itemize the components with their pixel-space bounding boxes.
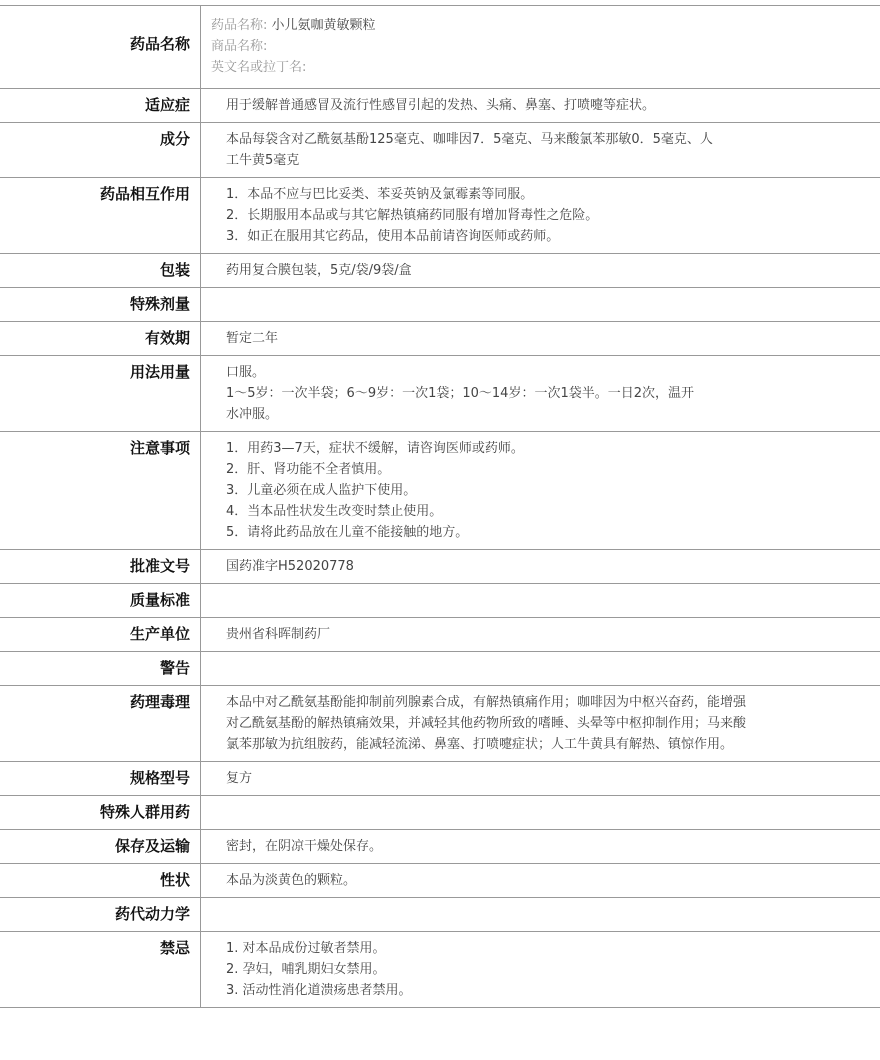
row-value: [201, 796, 880, 830]
row-value: [201, 584, 880, 618]
row-label: 禁忌: [0, 932, 201, 1008]
row-label: 性状: [0, 864, 201, 898]
row-pharmacokinetics: [0, 898, 880, 932]
row-validity: [0, 322, 880, 356]
row-special-population: [0, 796, 880, 830]
row-label: 药品相互作用: [0, 178, 201, 254]
drug-spec-sheet: [0, 5, 880, 1008]
row-label: 包装: [0, 254, 201, 288]
english-name-label: 英文名或拉丁名:: [211, 60, 307, 75]
row-precautions: [0, 432, 880, 550]
text-line: 5．请将此药品放在儿童不能接触的地方。: [226, 525, 469, 540]
row-value: [201, 932, 880, 1008]
row-value: [201, 652, 880, 686]
row-manufacturer: [0, 618, 880, 652]
row-label: 警告: [0, 652, 201, 686]
row-packaging: [0, 254, 880, 288]
row-value: [201, 686, 880, 762]
row-value: [201, 178, 880, 254]
row-value: [201, 432, 880, 550]
text-line: 氯苯那敏为抗组胺药，能减轻流涕、鼻塞、打喷嚏症状；人工牛黄具有解热、镇惊作用。: [226, 737, 734, 752]
row-label: 特殊剂量: [0, 288, 201, 322]
text-line: 1～5岁：一次半袋；6～9岁：一次1袋；10～14岁：一次1袋半。一日2次，温开: [226, 386, 694, 401]
generic-name-value: 小儿氨咖黄敏颗粒: [271, 18, 376, 33]
row-indications: [0, 89, 880, 123]
text-line: 工牛黄5毫克: [226, 153, 300, 168]
text-line: 对乙酰氨基酚的解热镇痛效果，并减轻其他药物所致的嗜睡、头晕等中枢抑制作用；马来酸: [226, 716, 747, 731]
row-label: 规格型号: [0, 762, 201, 796]
text-line: 2．长期服用本品或与其它解热镇痛药同服有增加肾毒性之危险。: [226, 208, 599, 223]
row-usage-dosage: [0, 356, 880, 432]
text-line: 1．本品不应与巴比妥类、苯妥英钠及氯霉素等同服。: [226, 187, 534, 202]
text-line: 贵州省科晖制药厂: [226, 627, 331, 642]
row-value: [201, 254, 880, 288]
text-line: 本品为淡黄色的颗粒。: [226, 873, 357, 888]
text-line: 本品每袋含对乙酰氨基酚125毫克、咖啡因7．5毫克、马来酸氯苯那敏0．5毫克、人: [226, 132, 713, 147]
row-drug-name: [0, 6, 880, 89]
row-pharmacology: [0, 686, 880, 762]
row-value: [201, 322, 880, 356]
generic-name-label: 药品名称:: [211, 18, 268, 33]
row-ingredients: [0, 123, 880, 178]
text-line: 2. 孕妇，哺乳期妇女禁用。: [226, 962, 386, 977]
row-value: [201, 6, 880, 89]
row-warning: [0, 652, 880, 686]
row-label: 药品名称: [0, 6, 201, 89]
row-value: [201, 288, 880, 322]
row-label: 成分: [0, 123, 201, 178]
row-quality-standard: [0, 584, 880, 618]
row-interactions: [0, 178, 880, 254]
row-value: [201, 762, 880, 796]
row-label: 批准文号: [0, 550, 201, 584]
row-special-dosage: [0, 288, 880, 322]
row-value: [201, 356, 880, 432]
row-label: 保存及运输: [0, 830, 201, 864]
text-line: 国药准字H52020778: [226, 559, 354, 574]
row-value: [201, 550, 880, 584]
english-name-line: [211, 57, 790, 78]
text-line: 用于缓解普通感冒及流行性感冒引起的发热、头痛、鼻塞、打喷嚏等症状。: [226, 98, 656, 113]
text-line: 密封，在阴凉干燥处保存。: [226, 839, 383, 854]
text-line: 4．当本品性状发生改变时禁止使用。: [226, 504, 443, 519]
row-label: 有效期: [0, 322, 201, 356]
row-value: [201, 898, 880, 932]
row-approval-number: [0, 550, 880, 584]
row-label: 生产单位: [0, 618, 201, 652]
text-line: 1．用药3—7天，症状不缓解，请咨询医师或药师。: [226, 441, 524, 456]
text-line: 暂定二年: [226, 331, 279, 346]
drug-spec-table: [0, 5, 880, 1008]
row-specification: [0, 762, 880, 796]
row-value: [201, 123, 880, 178]
text-line: 口服。: [226, 365, 266, 380]
text-line: 1. 对本品成份过敏者禁用。: [226, 941, 386, 956]
trade-name-label: 商品名称:: [211, 39, 268, 54]
text-line: 水冲服。: [226, 407, 279, 422]
row-label: 药理毒理: [0, 686, 201, 762]
row-value: [201, 864, 880, 898]
text-line: 2．肝、肾功能不全者慎用。: [226, 462, 391, 477]
row-label: 特殊人群用药: [0, 796, 201, 830]
text-line: 3．如正在服用其它药品，使用本品前请咨询医师或药师。: [226, 229, 560, 244]
row-value: [201, 830, 880, 864]
row-label: 质量标准: [0, 584, 201, 618]
text-line: 本品中对乙酰氨基酚能抑制前列腺素合成，有解热镇痛作用；咖啡因为中枢兴奋药，能增强: [226, 695, 747, 710]
trade-name-line: [211, 36, 790, 57]
text-line: 3．儿童必须在成人监护下使用。: [226, 483, 417, 498]
row-value: [201, 618, 880, 652]
row-label: 注意事项: [0, 432, 201, 550]
text-line: 3. 活动性消化道溃疡患者禁用。: [226, 983, 412, 998]
text-line: 复方: [226, 771, 253, 786]
row-appearance: [0, 864, 880, 898]
row-label: 适应症: [0, 89, 201, 123]
row-storage: [0, 830, 880, 864]
row-contraindications: [0, 932, 880, 1008]
row-label: 药代动力学: [0, 898, 201, 932]
row-label: 用法用量: [0, 356, 201, 432]
generic-name-line: [211, 15, 790, 36]
row-value: [201, 89, 880, 123]
text-line: 药用复合膜包装，5克/袋/9袋/盒: [226, 263, 412, 278]
